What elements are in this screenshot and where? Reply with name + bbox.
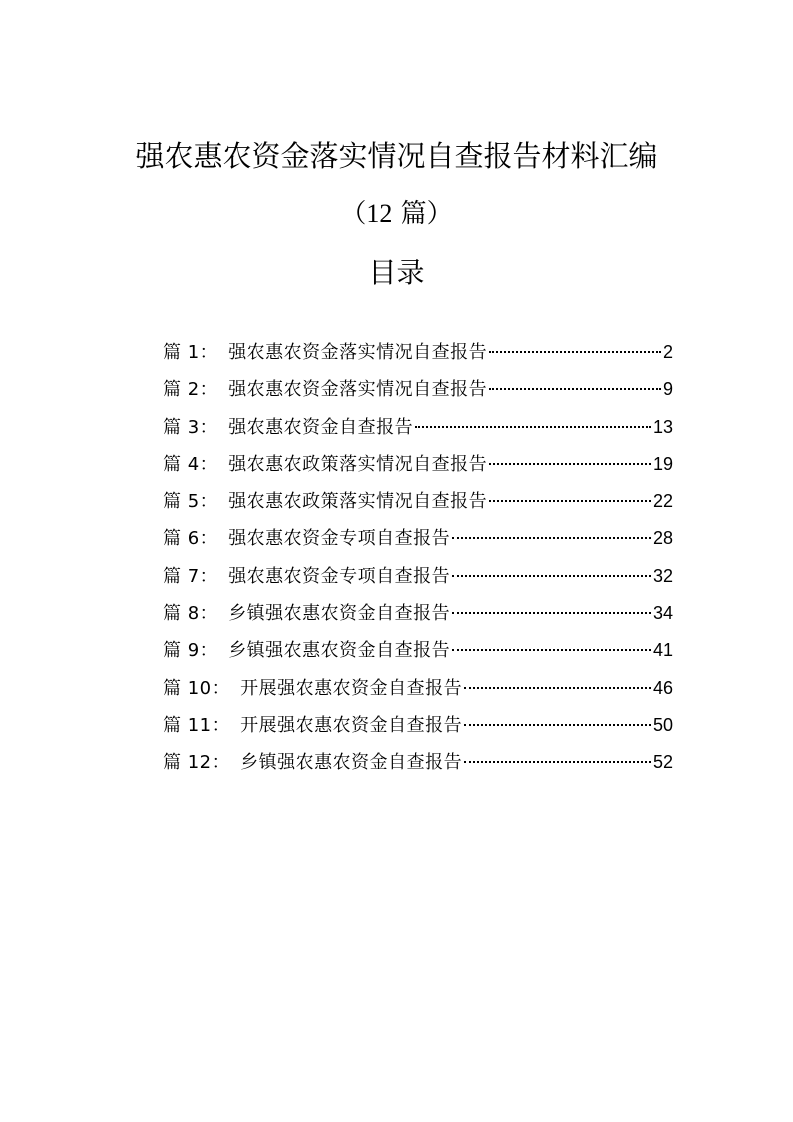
toc-entry[interactable] <box>163 334 673 371</box>
toc-entry[interactable] <box>163 744 673 781</box>
toc-entry-page: 13 <box>652 416 673 437</box>
toc-dot-leader <box>452 649 651 651</box>
toc-entry-title: 强农惠农政策落实情况自查报告 <box>228 491 488 513</box>
toc-entry-title: 强农惠农资金自查报告 <box>228 416 414 438</box>
toc-dot-leader <box>489 388 661 390</box>
toc-entry-title: 强农惠农资金落实情况自查报告 <box>228 379 488 401</box>
subtitle-unit: 篇） <box>392 199 453 229</box>
document-title: 强农惠农资金落实情况自查报告材料汇编 <box>135 139 658 173</box>
toc-entry-number: 篇 10： <box>163 677 231 699</box>
subtitle-open-paren: （ <box>340 199 367 229</box>
toc-dot-leader <box>489 500 651 502</box>
toc-entry-number: 篇 6： <box>163 528 219 550</box>
toc-dot-leader <box>415 426 651 428</box>
toc-entry-title: 强农惠农资金专项自查报告 <box>228 528 451 550</box>
toc-entry[interactable] <box>163 707 673 744</box>
toc-entry[interactable] <box>163 371 673 408</box>
toc-entry[interactable] <box>163 632 673 669</box>
toc-entry-title: 乡镇强农惠农资金自查报告 <box>240 752 463 774</box>
toc-entry-page: 19 <box>652 453 673 474</box>
toc-entry-number: 篇 7： <box>163 565 219 587</box>
toc-entry-page: 28 <box>652 528 673 549</box>
table-of-contents <box>163 334 673 782</box>
toc-entry-title: 乡镇强农惠农资金自查报告 <box>228 640 451 662</box>
toc-entry[interactable] <box>163 558 673 595</box>
toc-entry-page: 9 <box>662 379 673 400</box>
toc-dot-leader <box>464 724 651 726</box>
toc-entry-title: 开展强农惠农资金自查报告 <box>240 677 463 699</box>
toc-dot-leader <box>489 351 661 353</box>
toc-dot-leader <box>452 537 651 539</box>
toc-entry[interactable] <box>163 595 673 632</box>
toc-entry-number: 篇 8： <box>163 603 219 625</box>
toc-entry-page: 41 <box>652 640 673 661</box>
toc-entry-page: 52 <box>652 752 673 773</box>
toc-entry-number: 篇 1： <box>163 342 219 363</box>
toc-dot-leader <box>464 687 651 689</box>
toc-entry-number: 篇 11： <box>163 714 231 736</box>
toc-entry[interactable] <box>163 409 673 446</box>
toc-entry-number: 篇 9： <box>163 640 219 662</box>
toc-entry-page: 34 <box>652 603 673 624</box>
toc-entry-title: 强农惠农资金落实情况自查报告 <box>228 342 488 363</box>
toc-entry[interactable] <box>163 446 673 483</box>
toc-entry-page: 46 <box>652 677 673 698</box>
toc-entry-title: 开展强农惠农资金自查报告 <box>240 714 463 736</box>
toc-entry-title: 强农惠农资金专项自查报告 <box>228 565 451 587</box>
toc-dot-leader <box>464 761 651 763</box>
toc-entry-title: 强农惠农政策落实情况自查报告 <box>228 453 488 475</box>
subtitle-count: 12 <box>366 199 393 228</box>
toc-entry-number: 篇 12： <box>163 752 231 774</box>
toc-entry-page: 32 <box>652 565 673 586</box>
toc-entry-page: 22 <box>652 491 673 512</box>
toc-entry[interactable] <box>163 520 673 557</box>
toc-entry-page: 2 <box>662 342 673 362</box>
toc-entry[interactable] <box>163 483 673 520</box>
toc-entry-number: 篇 3： <box>163 416 219 438</box>
toc-entry-page: 50 <box>652 714 673 735</box>
toc-dot-leader <box>489 463 651 465</box>
toc-dot-leader <box>452 575 651 577</box>
document-subtitle <box>0 196 793 232</box>
toc-entry-title: 乡镇强农惠农资金自查报告 <box>228 603 451 625</box>
toc-dot-leader <box>452 612 651 614</box>
toc-heading: 目录 <box>368 256 425 289</box>
toc-entry-number: 篇 5： <box>163 491 219 513</box>
toc-entry[interactable] <box>163 670 673 707</box>
toc-entry-number: 篇 4： <box>163 453 219 475</box>
toc-entry-number: 篇 2： <box>163 379 219 401</box>
